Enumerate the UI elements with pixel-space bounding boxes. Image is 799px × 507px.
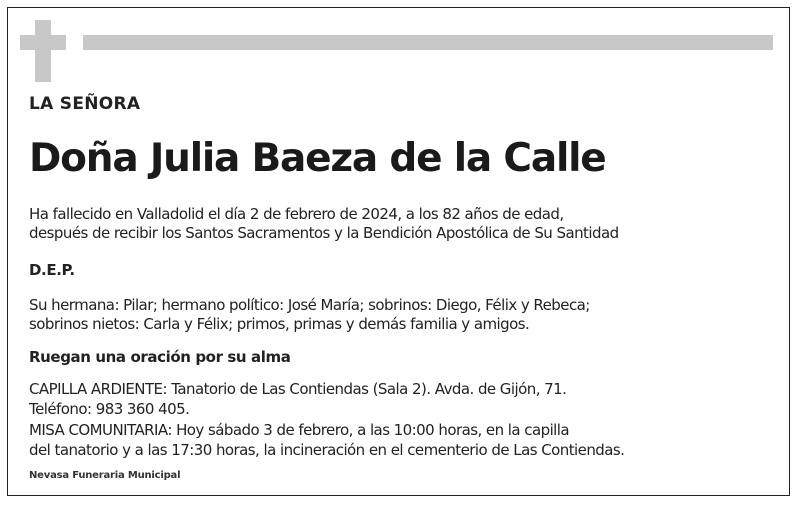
family-line: sobrinos nietos: Carla y Félix; primos, primas y demás familia y amigos. — [29, 315, 530, 333]
service-info-line: Teléfono: 983 360 405. — [29, 400, 190, 418]
deceased-name: Doña Julia Baeza de la Calle — [29, 136, 606, 181]
service-info-line: MISA COMUNITARIA: Hoy sábado 3 de febrero, a las 10:00 horas, en la capilla — [29, 421, 570, 439]
rest-in-peace: D.E.P. — [29, 261, 75, 279]
header-rule — [83, 35, 773, 50]
funeral-home-credit: Nevasa Funeraria Municipal — [29, 470, 181, 481]
family-line: Su hermana: Pilar; hermano político: José María; sobrinos: Diego, Félix y Rebeca; — [29, 296, 590, 314]
service-info-line: del tanatorio y a las 17:30 horas, la incineración en el cementerio de Las Contiendas. — [29, 441, 625, 459]
service-info-line: CAPILLA ARDIENTE: Tanatorio de Las Contiendas (Sala 2). Avda. de Gijón, 71. — [29, 380, 567, 398]
prayer-request: Ruegan una oración por su alma — [29, 348, 291, 366]
death-announcement-line: Ha fallecido en Valladolid el día 2 de febrero de 2024, a los 82 años de edad, — [29, 205, 564, 223]
cross-icon-bar — [20, 35, 66, 50]
honorific: LA SEÑORA — [29, 94, 141, 114]
cross-icon — [35, 20, 51, 82]
death-announcement-line: después de recibir los Santos Sacramentos y la Bendición Apostólica de Su Santidad — [29, 224, 619, 242]
